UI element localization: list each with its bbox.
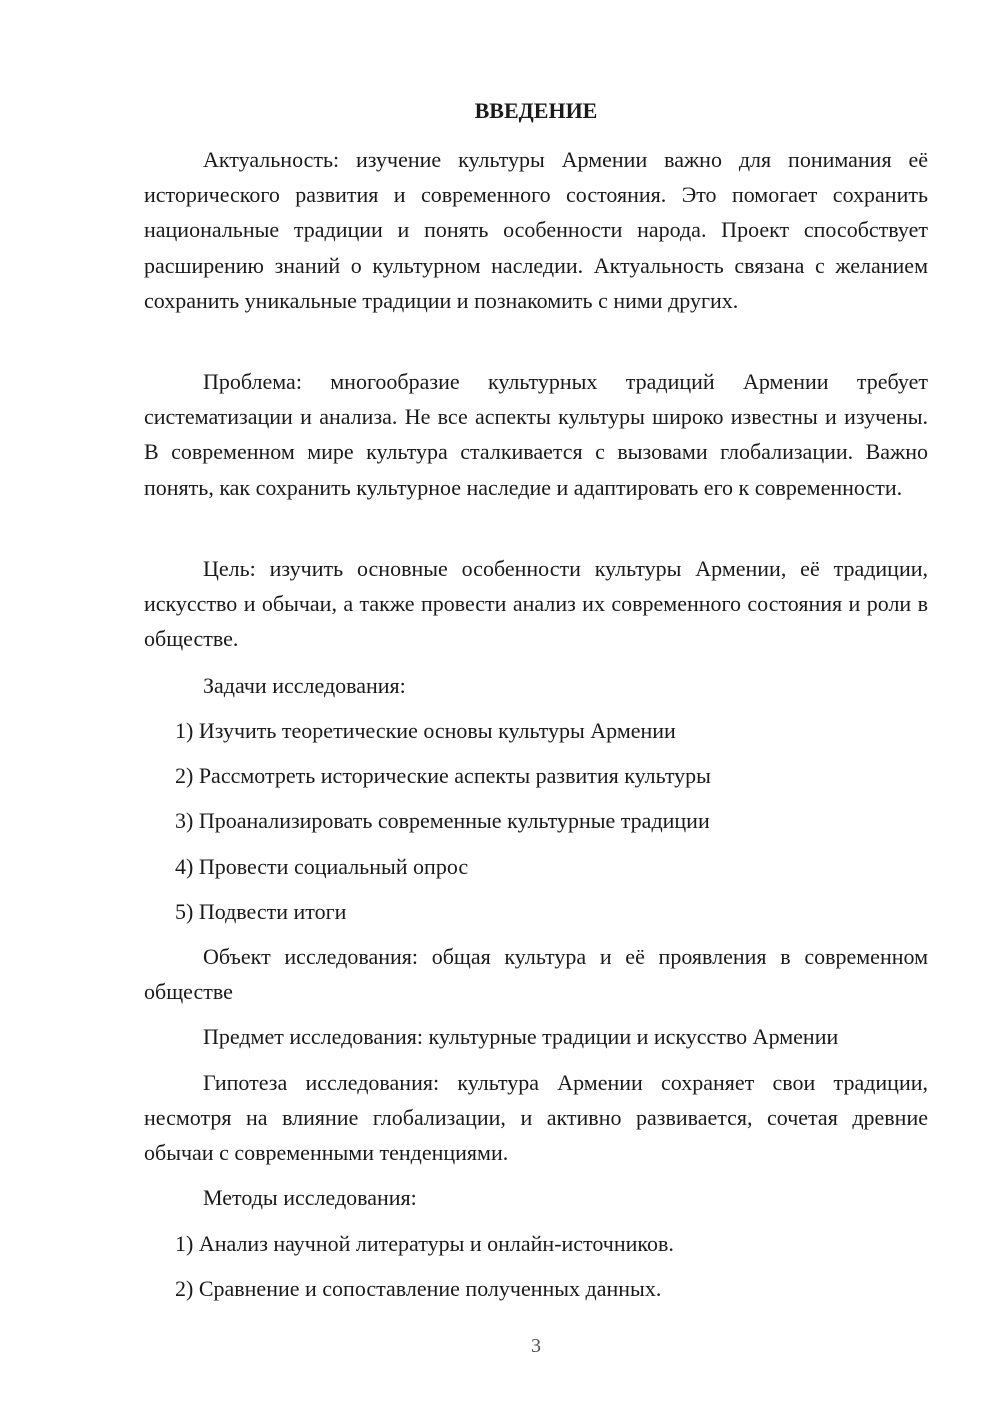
method-item-2: 2) Сравнение и сопоставление полученных данных. [175, 1276, 662, 1301]
task-item-5: 5) Подвести итоги [175, 899, 347, 924]
page-title: ВВЕДЕНИЕ [474, 98, 598, 123]
methods-heading: Методы исследования: [203, 1185, 417, 1210]
method-item-1: 1) Анализ научной литературы и онлайн-источников. [175, 1231, 674, 1256]
task-item-4: 4) Провести социальный опрос [175, 854, 469, 879]
page-number: 3 [531, 1335, 541, 1357]
tasks-heading: Задачи исследования: [203, 673, 406, 698]
document-page [144, 0, 928, 1414]
hypothesis-paragraph: Гипотеза исследования: культура Армении сохраняет свои традиции, несмотря на влияние глобализации, и активно развивается, сочетая древние обычаи с современными тенденциями. [144, 1070, 928, 1166]
object-paragraph: Объект исследования: общая культура и её проявления в современном обществе [144, 944, 928, 1005]
task-item-3: 3) Проанализировать современные культурные традиции [175, 808, 710, 833]
goal-paragraph: Цель: изучить основные особенности культуры Армении, её традиции, искусство и обычаи, а также провести анализ их современного состояния и роли в обществе. [144, 556, 928, 652]
problem-paragraph: Проблема: многообразие культурных традиций Армении требует систематизации и анализа. Не все аспекты культуры широко известны и изучены. В современном мире культура сталкивается с вызовами глобализации. Важно понять, как сохранить культурное наследие и адаптировать его к современности. [144, 369, 928, 500]
subject-paragraph: Предмет исследования: культурные традиции и искусство Армении [203, 1024, 839, 1049]
relevance-paragraph: Актуальность: изучение культуры Армении важно для понимания её исторического развития и современного состояния. Это помогает сохранить национальные традиции и понять особенности народа. Проект способствует расширению знаний о культурном наследии. Актуальность связана с желанием сохранить уникальные традиции и познакомить с ними других. [144, 147, 928, 313]
task-item-2: 2) Рассмотреть исторические аспекты развития культуры [175, 763, 711, 788]
task-item-1: 1) Изучить теоретические основы культуры Армении [175, 718, 676, 743]
